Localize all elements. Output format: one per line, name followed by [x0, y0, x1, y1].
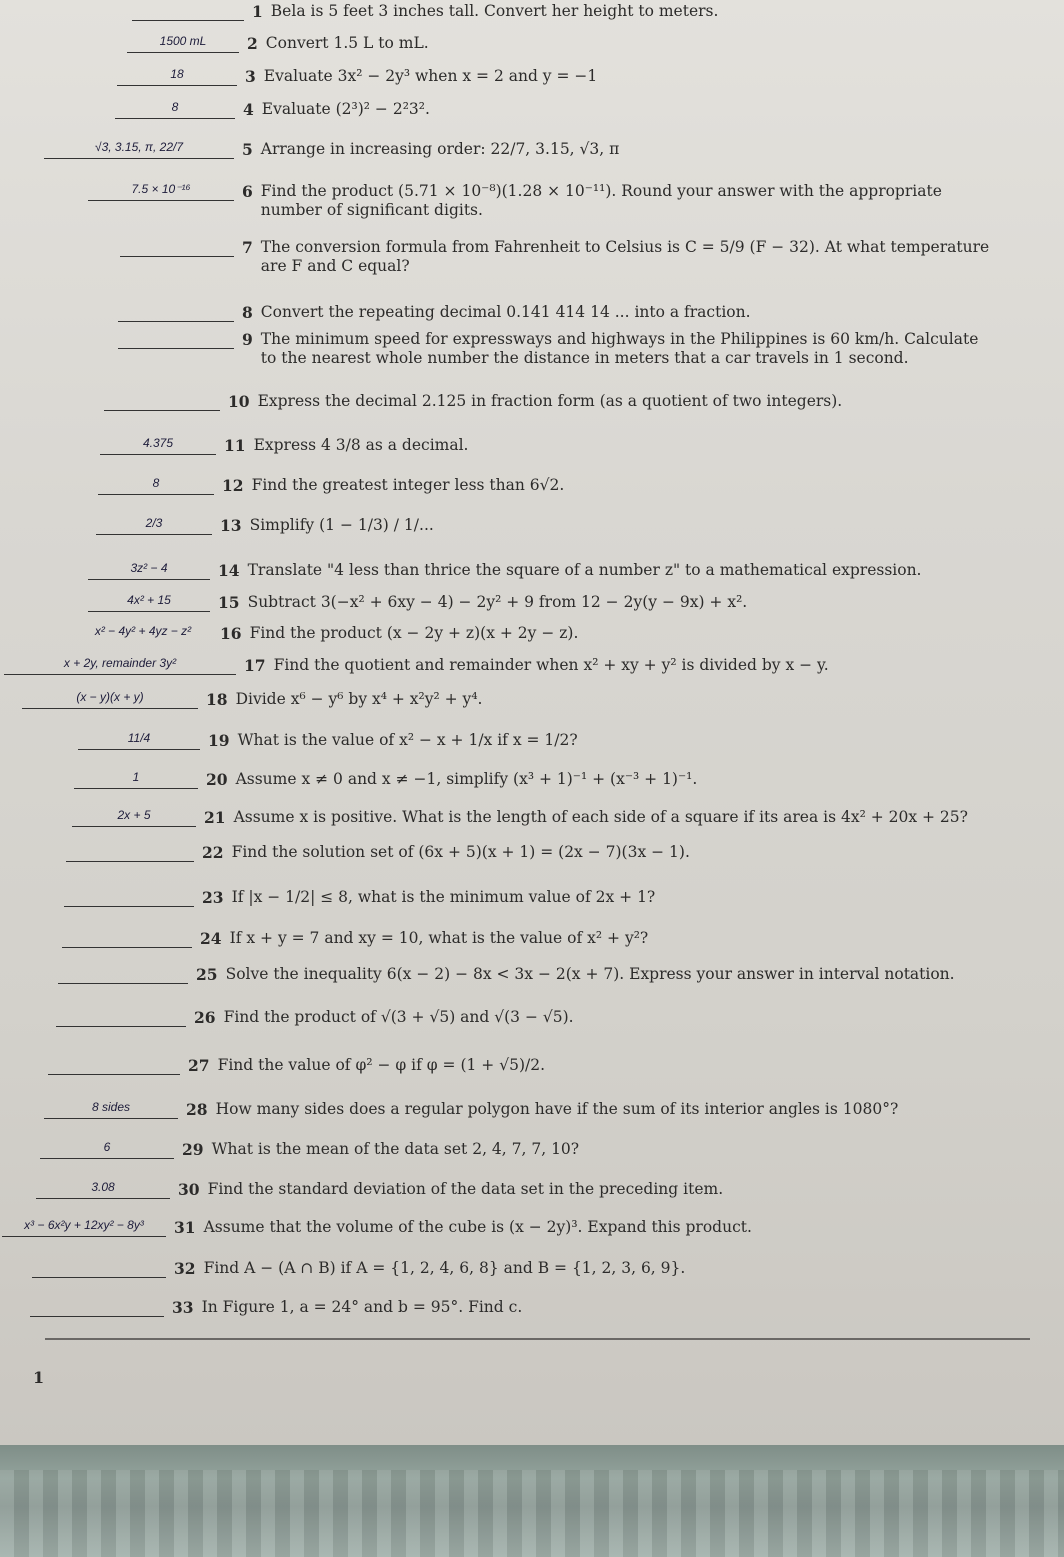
question-text: Find the product (x − 2y + z)(x + 2y − z). — [249, 624, 579, 642]
question-number: 8 — [242, 303, 253, 322]
question-19 — [0, 731, 1064, 750]
answer-blank[interactable]: 1500 mL — [127, 34, 239, 53]
question-number: 19 — [208, 731, 230, 750]
question-6 — [0, 182, 1064, 221]
question-4 — [0, 100, 1064, 119]
question-text: Express 4 3/8 as a decimal. — [253, 436, 469, 454]
question-number: 33 — [172, 1298, 194, 1317]
question-number: 16 — [220, 624, 242, 643]
answer-blank[interactable]: 3.08 — [36, 1180, 170, 1199]
question-30 — [0, 1180, 1064, 1199]
question-text: In Figure 1, a = 24° and b = 95°. Find c. — [201, 1298, 523, 1316]
question-9 — [0, 330, 1064, 369]
answer-blank[interactable] — [104, 392, 220, 411]
question-20 — [0, 770, 1064, 789]
question-text: Convert the repeating decimal 0.141 414 14 ... into a fraction. — [260, 303, 751, 321]
question-number: 29 — [182, 1140, 204, 1159]
question-text: What is the value of x² − x + 1/x if x = 1/2? — [237, 731, 578, 749]
question-5 — [0, 140, 1064, 159]
answer-blank[interactable]: 1 — [74, 770, 198, 789]
answer-blank[interactable]: 4x² + 15 — [88, 593, 210, 612]
question-text: The conversion formula from Fahrenheit to Celsius is C = 5/9 (F − 32). At what temperature are F and C equal? — [260, 238, 990, 276]
question-text: Evaluate (2³)² − 2²3². — [261, 100, 430, 118]
question-text: Evaluate 3x² − 2y³ when x = 2 and y = −1 — [263, 67, 598, 85]
answer-blank[interactable]: x² − 4y² + 4yz − z² — [94, 624, 192, 639]
question-number: 13 — [220, 516, 242, 535]
question-number: 6 — [242, 182, 253, 201]
question-number: 22 — [202, 843, 224, 862]
page-number: 1 — [33, 1368, 45, 1387]
question-number: 21 — [204, 808, 226, 827]
answer-blank[interactable]: 2/3 — [96, 516, 212, 535]
question-number: 3 — [245, 67, 256, 86]
question-text: Assume that the volume of the cube is (x − 2y)³. Expand this product. — [203, 1218, 752, 1236]
question-number: 18 — [206, 690, 228, 709]
answer-blank[interactable]: √3, 3.15, π, 22/7 — [44, 140, 234, 159]
question-text: Find the value of φ² − φ if φ = (1 + √5)/2. — [217, 1056, 546, 1074]
question-text: Solve the inequality 6(x − 2) − 8x < 3x − 2(x + 7). Express your answer in interval notation. — [225, 965, 955, 983]
answer-blank[interactable] — [132, 2, 244, 21]
question-18 — [0, 690, 1064, 709]
question-number: 15 — [218, 593, 240, 612]
question-number: 12 — [222, 476, 244, 495]
question-12 — [0, 476, 1064, 495]
question-29 — [0, 1140, 1064, 1159]
question-10 — [0, 392, 1064, 411]
answer-blank[interactable] — [120, 238, 234, 257]
question-number: 32 — [174, 1259, 196, 1278]
question-number: 1 — [252, 2, 263, 21]
answer-blank[interactable]: 8 sides — [44, 1100, 178, 1119]
question-text: Find the standard deviation of the data set in the preceding item. — [207, 1180, 724, 1198]
question-text: Convert 1.5 L to mL. — [265, 34, 429, 52]
question-number: 26 — [194, 1008, 216, 1027]
answer-blank[interactable] — [32, 1259, 166, 1278]
answer-blank[interactable] — [58, 965, 188, 984]
question-number: 27 — [188, 1056, 210, 1075]
question-text: Find A − (A ∩ B) if A = {1, 2, 4, 6, 8} and B = {1, 2, 3, 6, 9}. — [203, 1259, 686, 1277]
answer-blank[interactable] — [118, 330, 234, 349]
question-number: 4 — [243, 100, 254, 119]
answer-blank[interactable]: x + 2y, remainder 3y² — [4, 656, 236, 675]
question-number: 28 — [186, 1100, 208, 1119]
question-text: Find the greatest integer less than 6√2. — [251, 476, 565, 494]
question-text: Find the product (5.71 × 10⁻⁸)(1.28 × 10⁻¹¹). Round your answer with the appropriate number of significant digits. — [260, 182, 942, 220]
question-13 — [0, 516, 1064, 535]
question-8 — [0, 303, 1064, 322]
question-text: Assume x ≠ 0 and x ≠ −1, simplify (x³ + 1)⁻¹ + (x⁻³ + 1)⁻¹. — [235, 770, 698, 788]
question-text: Find the solution set of (6x + 5)(x + 1) = (2x − 7)(3x − 1). — [231, 843, 690, 861]
question-27 — [0, 1056, 1064, 1075]
question-number: 20 — [206, 770, 228, 789]
question-text: Arrange in increasing order: 22/7, 3.15, √3, π — [260, 140, 620, 158]
answer-blank[interactable] — [48, 1056, 180, 1075]
question-11 — [0, 436, 1064, 455]
answer-blank[interactable]: 4.375 — [100, 436, 216, 455]
question-text: Divide x⁶ − y⁶ by x⁴ + x²y² + y⁴. — [235, 690, 483, 708]
question-14 — [0, 561, 1064, 580]
answer-blank[interactable]: x³ − 6x²y + 12xy² − 8y³ — [2, 1218, 166, 1237]
answer-blank[interactable] — [30, 1298, 164, 1317]
question-number: 14 — [218, 561, 240, 580]
question-text: If x + y = 7 and xy = 10, what is the value of x² + y²? — [229, 929, 649, 947]
answer-blank[interactable]: 2x + 5 — [72, 808, 196, 827]
question-text: Find the product of √(3 + √5) and √(3 − √5). — [223, 1008, 574, 1026]
answer-blank[interactable]: (x − y)(x + y) — [22, 690, 198, 709]
answer-blank[interactable] — [64, 888, 194, 907]
question-26 — [0, 1008, 1064, 1027]
question-number: 25 — [196, 965, 218, 984]
question-number: 7 — [242, 238, 253, 257]
question-33 — [0, 1298, 1064, 1317]
question-21 — [0, 808, 1064, 827]
answer-blank[interactable]: 7.5 × 10⁻¹⁶ — [88, 182, 234, 201]
question-7 — [0, 238, 1064, 277]
question-number: 10 — [228, 392, 250, 411]
answer-blank[interactable]: 8 — [98, 476, 214, 495]
question-text: If |x − 1/2| ≤ 8, what is the minimum value of 2x + 1? — [231, 888, 656, 906]
answer-blank[interactable] — [56, 1008, 186, 1027]
question-number: 23 — [202, 888, 224, 907]
question-17 — [0, 656, 1064, 675]
answer-blank[interactable]: 8 — [115, 100, 235, 119]
question-text: Translate "4 less than thrice the square of a number z" to a mathematical expression. — [247, 561, 922, 579]
question-number: 9 — [242, 330, 253, 349]
question-text: Bela is 5 feet 3 inches tall. Convert her height to meters. — [270, 2, 719, 20]
answer-blank[interactable]: 3z² − 4 — [88, 561, 210, 580]
question-22 — [0, 843, 1064, 862]
answer-blank[interactable]: 11/4 — [78, 731, 200, 750]
question-31 — [0, 1218, 1064, 1237]
footer-rule — [45, 1338, 1030, 1340]
question-23 — [0, 888, 1064, 907]
question-text: The minimum speed for expressways and highways in the Philippines is 60 km/h. Calculate to the nearest whole number the distance in meters that a car travels in 1 second. — [260, 330, 979, 368]
question-text: Find the quotient and remainder when x² + xy + y² is divided by x − y. — [273, 656, 829, 674]
question-15 — [0, 593, 1064, 612]
question-text: Express the decimal 2.125 in fraction form (as a quotient of two integers). — [257, 392, 843, 410]
question-25 — [0, 965, 1064, 984]
question-text: How many sides does a regular polygon have if the sum of its interior angles is 1080°? — [215, 1100, 899, 1118]
question-1 — [0, 2, 1064, 21]
answer-blank[interactable]: 6 — [40, 1140, 174, 1159]
question-3 — [0, 67, 1064, 86]
question-text: Subtract 3(−x² + 6xy − 4) − 2y² + 9 from 12 − 2y(y − 9x) + x². — [247, 593, 748, 611]
question-32 — [0, 1259, 1064, 1278]
answer-blank[interactable]: 18 — [117, 67, 237, 86]
answer-blank[interactable] — [62, 929, 192, 948]
question-text: Simplify (1 − 1/3) / 1/... — [249, 516, 434, 534]
answer-blank[interactable] — [118, 303, 234, 322]
question-number: 17 — [244, 656, 266, 675]
question-16 — [0, 624, 1064, 643]
question-number: 31 — [174, 1218, 196, 1237]
question-number: 5 — [242, 140, 253, 159]
question-2 — [0, 34, 1064, 53]
question-number: 24 — [200, 929, 222, 948]
background-texture — [0, 1470, 1064, 1557]
question-24 — [0, 929, 1064, 948]
answer-blank[interactable] — [66, 843, 194, 862]
question-text: Assume x is positive. What is the length of each side of a square if its area is 4x² + 20x + 25? — [233, 808, 968, 826]
question-number: 2 — [247, 34, 258, 53]
question-text: What is the mean of the data set 2, 4, 7, 7, 10? — [211, 1140, 580, 1158]
question-number: 11 — [224, 436, 246, 455]
question-number: 30 — [178, 1180, 200, 1199]
question-28 — [0, 1100, 1064, 1119]
